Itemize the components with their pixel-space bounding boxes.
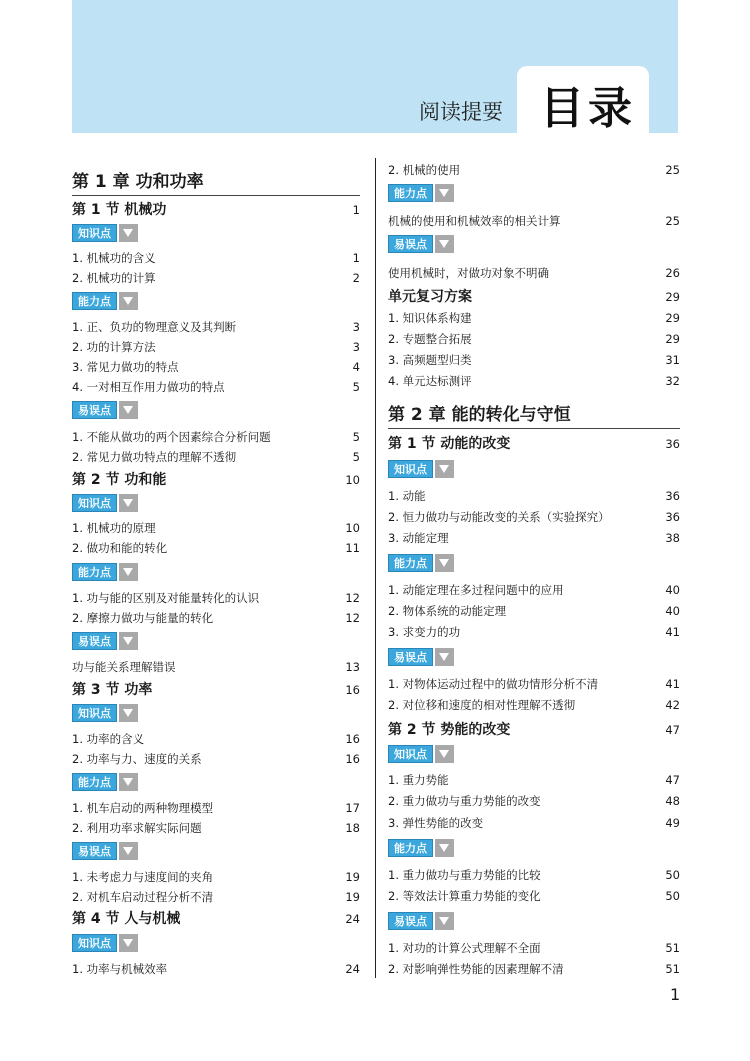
tag-label: 知识点 <box>72 704 117 722</box>
item-title: 2. 对机车启动过程分析不清 <box>72 890 214 904</box>
triangle-down-icon <box>435 184 454 202</box>
page-ref: 47 <box>665 723 680 737</box>
page-ref: 26 <box>665 266 680 280</box>
toc-item[interactable] <box>388 697 680 713</box>
toc-item[interactable] <box>388 509 680 525</box>
item-title: 1. 知识体系构建 <box>388 311 472 325</box>
mistake-tag <box>72 401 138 419</box>
page-ref: 25 <box>665 214 680 228</box>
page-ref: 5 <box>352 450 360 464</box>
ability-tag <box>72 563 138 581</box>
page-ref: 42 <box>665 698 680 712</box>
page-title: 目录 <box>540 83 636 134</box>
item-title: 1. 未考虑力与速度间的夹角 <box>72 870 214 884</box>
knowledge-tag <box>72 494 138 512</box>
page-ref: 18 <box>345 821 360 835</box>
page-ref: 32 <box>665 374 680 388</box>
page-ref: 36 <box>665 437 680 451</box>
page-ref: 12 <box>345 591 360 605</box>
item-title: 1. 对物体运动过程中的做功情形分析不清 <box>388 677 599 691</box>
toc-item[interactable] <box>72 270 360 286</box>
toc-item[interactable] <box>388 310 680 326</box>
triangle-down-icon <box>119 632 138 650</box>
page-ref: 17 <box>345 801 360 815</box>
tag-label: 知识点 <box>388 745 433 763</box>
page-ref: 29 <box>665 332 680 346</box>
triangle-down-icon <box>435 648 454 666</box>
tag-label: 能力点 <box>388 839 433 857</box>
toc-item[interactable] <box>388 793 680 809</box>
item-title: 1. 机车启动的两种物理模型 <box>72 801 214 815</box>
toc-item[interactable] <box>388 331 680 347</box>
triangle-down-icon <box>119 704 138 722</box>
toc-item[interactable] <box>72 520 360 536</box>
page-ref: 50 <box>665 868 680 882</box>
section-entry[interactable] <box>72 199 360 219</box>
tag-label: 易误点 <box>72 632 117 650</box>
item-title: 2. 摩擦力做功与能量的转化 <box>72 611 214 625</box>
item-title: 1. 重力势能 <box>388 773 449 787</box>
page-ref: 1 <box>352 203 360 217</box>
page-ref: 16 <box>345 683 360 697</box>
triangle-down-icon <box>435 839 454 857</box>
page-ref: 25 <box>665 163 680 177</box>
toc-item[interactable] <box>72 610 360 626</box>
triangle-down-icon <box>119 224 138 242</box>
toc-item[interactable] <box>388 772 680 788</box>
item-title: 1. 功率与机械效率 <box>72 962 168 976</box>
page-ref: 19 <box>345 870 360 884</box>
item-title: 3. 高频题型归类 <box>388 353 472 367</box>
toc-item[interactable] <box>388 603 680 619</box>
chapter-heading: 第 1 章 功和功率 <box>72 167 360 196</box>
header-subtitle: 阅读提要 <box>419 100 503 124</box>
page-ref: 50 <box>665 889 680 903</box>
item-title: 1. 功率的含义 <box>72 732 145 746</box>
item-title: 2. 功率与力、速度的关系 <box>72 752 202 766</box>
tag-label: 知识点 <box>388 460 433 478</box>
page-ref: 10 <box>345 521 360 535</box>
tag-label: 知识点 <box>72 934 117 952</box>
toc-item[interactable] <box>388 624 680 640</box>
toc-item[interactable] <box>72 449 360 465</box>
ability-tag <box>388 839 454 857</box>
tag-label: 能力点 <box>72 563 117 581</box>
toc-item[interactable] <box>72 250 360 266</box>
section-entry[interactable] <box>72 679 360 699</box>
page-ref: 40 <box>665 583 680 597</box>
item-title: 2. 重力做功与重力势能的改变 <box>388 794 541 808</box>
item-title: 3. 动能定理 <box>388 531 449 545</box>
item-title: 1. 动能定理在多过程问题中的应用 <box>388 583 564 597</box>
item-title: 3. 常见力做功的特点 <box>72 360 179 374</box>
section-title: 第 1 节 动能的改变 <box>388 436 511 452</box>
tag-label: 能力点 <box>72 292 117 310</box>
page-ref: 12 <box>345 611 360 625</box>
tag-label: 易误点 <box>388 912 433 930</box>
knowledge-tag <box>72 224 138 242</box>
knowledge-tag <box>72 934 138 952</box>
page-ref: 4 <box>352 360 360 374</box>
page-ref: 49 <box>665 816 680 830</box>
triangle-down-icon <box>435 554 454 572</box>
item-title: 使用机械时，对做功对象不明确 <box>388 266 549 280</box>
item-title: 3. 弹性势能的改变 <box>388 816 484 830</box>
toc-item[interactable] <box>388 373 680 389</box>
triangle-down-icon <box>119 842 138 860</box>
tag-label: 能力点 <box>388 184 433 202</box>
toc-item[interactable] <box>72 540 360 556</box>
item-title: 1. 动能 <box>388 489 426 503</box>
page-ref: 41 <box>665 625 680 639</box>
item-title: 2. 机械功的计算 <box>72 271 156 285</box>
toc-item[interactable] <box>72 319 360 335</box>
triangle-down-icon <box>119 563 138 581</box>
toc-item[interactable] <box>388 582 680 598</box>
page-ref: 48 <box>665 794 680 808</box>
tag-label: 易误点 <box>388 235 433 253</box>
toc-item[interactable] <box>388 265 680 281</box>
knowledge-tag <box>388 460 454 478</box>
section-title: 第 2 节 功和能 <box>72 472 167 488</box>
triangle-down-icon <box>119 494 138 512</box>
knowledge-tag <box>388 745 454 763</box>
page-ref: 5 <box>352 380 360 394</box>
toc-item[interactable] <box>72 869 360 885</box>
triangle-down-icon <box>435 235 454 253</box>
toc-item[interactable] <box>72 339 360 355</box>
page-ref: 36 <box>665 510 680 524</box>
page-ref: 40 <box>665 604 680 618</box>
item-title: 2. 常见力做功特点的理解不透彻 <box>72 450 237 464</box>
toc-item[interactable] <box>388 676 680 692</box>
item-title: 1. 机械功的原理 <box>72 521 156 535</box>
page-ref: 5 <box>352 430 360 444</box>
mistake-tag <box>388 648 454 666</box>
page-ref: 11 <box>345 541 360 555</box>
section-entry[interactable] <box>388 286 680 306</box>
page-ref: 51 <box>665 962 680 976</box>
triangle-down-icon <box>119 934 138 952</box>
page-ref: 41 <box>665 677 680 691</box>
item-title: 机械的使用和机械效率的相关计算 <box>388 214 561 228</box>
toc-item[interactable] <box>388 352 680 368</box>
section-entry[interactable] <box>72 908 360 928</box>
triangle-down-icon <box>435 745 454 763</box>
page-ref: 29 <box>665 290 680 304</box>
page-ref: 16 <box>345 752 360 766</box>
toc-item[interactable] <box>72 800 360 816</box>
tag-label: 能力点 <box>388 554 433 572</box>
triangle-down-icon <box>119 773 138 791</box>
page-ref: 24 <box>345 962 360 976</box>
section-title: 第 1 节 机械功 <box>72 202 167 218</box>
item-title: 1. 正、负功的物理意义及其判断 <box>72 320 237 334</box>
toc-item[interactable] <box>72 731 360 747</box>
item-title: 4. 单元达标测评 <box>388 374 472 388</box>
ability-tag <box>72 292 138 310</box>
item-title: 3. 求变力的功 <box>388 625 461 639</box>
toc-item[interactable] <box>72 889 360 905</box>
page-ref: 3 <box>352 320 360 334</box>
page-ref: 51 <box>665 941 680 955</box>
toc-item[interactable] <box>72 359 360 375</box>
page-number: 1 <box>670 985 681 1004</box>
mistake-tag <box>388 235 454 253</box>
item-title: 1. 重力做功与重力势能的比较 <box>388 868 541 882</box>
item-title: 2. 对影响弹性势能的因素理解不清 <box>388 962 564 976</box>
item-title: 2. 物体系统的动能定理 <box>388 604 507 618</box>
item-title: 2. 机械的使用 <box>388 163 461 177</box>
item-title: 1. 对功的计算公式理解不全面 <box>388 941 541 955</box>
chapter-heading: 第 2 章 能的转化与守恒 <box>388 400 680 429</box>
ability-tag <box>388 554 454 572</box>
page-ref: 19 <box>345 890 360 904</box>
item-title: 4. 一对相互作用力做功的特点 <box>72 380 225 394</box>
tag-label: 知识点 <box>72 494 117 512</box>
page-ref: 3 <box>352 340 360 354</box>
page-ref: 29 <box>665 311 680 325</box>
page-ref: 13 <box>345 660 360 674</box>
section-title: 第 3 节 功率 <box>72 682 153 698</box>
item-title: 功与能关系理解错误 <box>72 660 176 674</box>
toc-item[interactable] <box>388 488 680 504</box>
toc-item[interactable] <box>72 659 360 675</box>
page-ref: 10 <box>345 473 360 487</box>
toc-item[interactable] <box>388 940 680 956</box>
toc-item[interactable] <box>388 530 680 546</box>
tag-label: 易误点 <box>72 401 117 419</box>
toc-item[interactable] <box>72 961 360 977</box>
tag-label: 易误点 <box>388 648 433 666</box>
knowledge-tag <box>72 704 138 722</box>
page-ref: 2 <box>352 271 360 285</box>
section-title: 第 2 节 势能的改变 <box>388 722 511 738</box>
section-title: 单元复习方案 <box>388 289 472 305</box>
page-ref: 47 <box>665 773 680 787</box>
item-title: 1. 功与能的区别及对能量转化的认识 <box>72 591 260 605</box>
item-title: 2. 做功和能的转化 <box>72 541 168 555</box>
column-divider <box>375 158 376 978</box>
toc-item[interactable] <box>388 888 680 904</box>
ability-tag <box>388 184 454 202</box>
toc-item[interactable] <box>72 429 360 445</box>
item-title: 2. 恒力做功与动能改变的关系（实验探究） <box>388 510 610 524</box>
triangle-down-icon <box>435 460 454 478</box>
page-ref: 1 <box>352 251 360 265</box>
page-ref: 38 <box>665 531 680 545</box>
triangle-down-icon <box>119 401 138 419</box>
section-entry[interactable] <box>72 469 360 489</box>
page-ref: 31 <box>665 353 680 367</box>
section-entry[interactable] <box>388 719 680 739</box>
mistake-tag <box>72 632 138 650</box>
item-title: 2. 专题整合拓展 <box>388 332 472 346</box>
mistake-tag <box>72 842 138 860</box>
tag-label: 易误点 <box>72 842 117 860</box>
item-title: 1. 机械功的含义 <box>72 251 156 265</box>
item-title: 2. 对位移和速度的相对性理解不透彻 <box>388 698 576 712</box>
item-title: 2. 利用功率求解实际问题 <box>72 821 202 835</box>
item-title: 2. 功的计算方法 <box>72 340 156 354</box>
toc-item[interactable] <box>388 961 680 977</box>
toc-item[interactable] <box>388 162 680 178</box>
page-ref: 36 <box>665 489 680 503</box>
tag-label: 知识点 <box>72 224 117 242</box>
section-entry[interactable] <box>388 433 680 453</box>
toc-item[interactable] <box>72 590 360 606</box>
item-title: 2. 等效法计算重力势能的变化 <box>388 889 541 903</box>
page-ref: 24 <box>345 912 360 926</box>
item-title: 1. 不能从做功的两个因素综合分析问题 <box>72 430 271 444</box>
toc-item[interactable] <box>388 867 680 883</box>
page-ref: 16 <box>345 732 360 746</box>
toc-item[interactable] <box>72 379 360 395</box>
toc-item[interactable] <box>72 820 360 836</box>
section-title: 第 4 节 人与机械 <box>72 911 181 927</box>
ability-tag <box>72 773 138 791</box>
triangle-down-icon <box>119 292 138 310</box>
mistake-tag <box>388 912 454 930</box>
toc-item[interactable] <box>388 815 680 831</box>
tag-label: 能力点 <box>72 773 117 791</box>
toc-item[interactable] <box>388 213 680 229</box>
toc-item[interactable] <box>72 751 360 767</box>
triangle-down-icon <box>435 912 454 930</box>
